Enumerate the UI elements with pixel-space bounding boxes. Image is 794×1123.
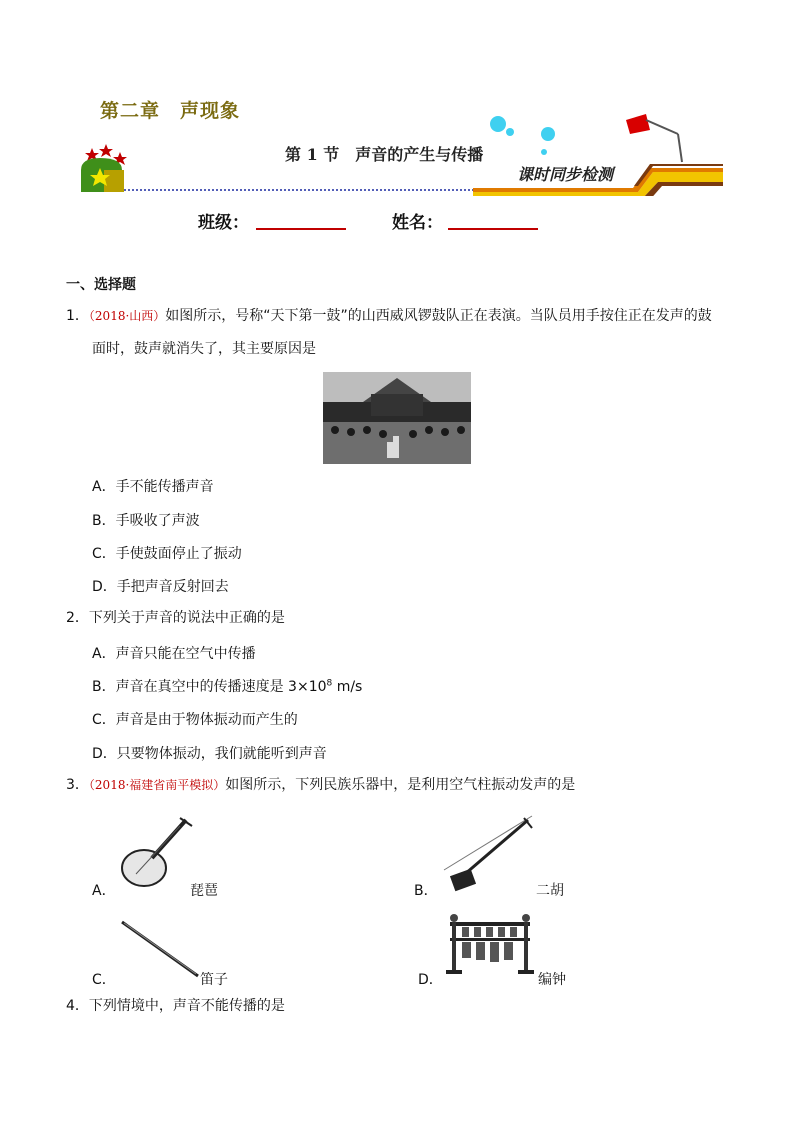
star-icon bbox=[99, 144, 113, 157]
question-number: 1． bbox=[66, 308, 89, 324]
q3-option-a-letter[interactable]: A． bbox=[92, 883, 116, 899]
question-number: 2． bbox=[66, 610, 89, 626]
question-source: （2018·山西） bbox=[88, 309, 166, 323]
question-1 bbox=[66, 300, 746, 333]
q2-option-d[interactable]: D．只要物体振动，我们就能听到声音 bbox=[92, 746, 327, 762]
erhu-icon bbox=[440, 814, 536, 894]
question-number: 3． bbox=[66, 777, 89, 793]
bubble-icon bbox=[490, 116, 506, 132]
question-2 bbox=[66, 602, 285, 635]
q1-option-a[interactable]: A．手不能传播声音 bbox=[92, 479, 214, 495]
lamp-icon bbox=[626, 114, 650, 134]
question-text: 下列情境中，声音不能传播的是 bbox=[88, 998, 285, 1014]
q2-option-b-text: B．声音在真空中的传播速度是 3×10 bbox=[92, 679, 327, 695]
question-number: 4． bbox=[66, 998, 89, 1014]
question-3 bbox=[66, 769, 575, 802]
pipa-icon bbox=[116, 814, 196, 892]
name-label: 姓名： bbox=[392, 213, 443, 233]
q1-option-b[interactable]: B．手吸收了声波 bbox=[92, 513, 200, 529]
q3-option-b-name: 二胡 bbox=[536, 883, 564, 899]
drum-performance-image bbox=[323, 372, 471, 464]
question-text: 如图所示，号称“天下第一鼓”的山西威风锣鼓队正在表演。当队员用手按住正在发声的鼓 bbox=[165, 308, 712, 324]
q3-option-d-letter[interactable]: D． bbox=[418, 972, 443, 988]
banner-tag: 课时同步检测 bbox=[516, 164, 613, 184]
q2-option-b-unit: m/s bbox=[332, 679, 363, 695]
q1-option-c[interactable]: C．手使鼓面停止了振动 bbox=[92, 546, 242, 562]
name-field[interactable] bbox=[448, 228, 538, 230]
q3-option-a-name: 琵琶 bbox=[190, 883, 218, 899]
class-field[interactable] bbox=[256, 228, 346, 230]
section-title: 第 1 节 声音的产生与传播 bbox=[285, 145, 484, 164]
question-4 bbox=[66, 990, 285, 1023]
q3-option-d-name: 编钟 bbox=[538, 972, 566, 988]
q3-option-c-name: 笛子 bbox=[200, 972, 228, 988]
q2-option-a[interactable]: A．声音只能在空气中传播 bbox=[92, 646, 256, 662]
class-label: 班级： bbox=[198, 213, 249, 233]
bianzhong-bells-icon bbox=[444, 908, 534, 978]
dizi-flute-icon bbox=[118, 918, 204, 982]
q2-option-c[interactable]: C．声音是由于物体振动而产生的 bbox=[92, 712, 298, 728]
question-text: 下列关于声音的说法中正确的是 bbox=[88, 610, 285, 626]
question-1-line2: 面时，鼓声就消失了，其主要原因是 bbox=[92, 341, 316, 357]
question-text: 如图所示，下列民族乐器中，是利用空气柱振动发声的是 bbox=[225, 777, 576, 793]
q3-option-c-letter[interactable]: C． bbox=[92, 972, 116, 988]
q3-option-b-letter[interactable]: B． bbox=[414, 883, 438, 899]
q2-option-b[interactable] bbox=[92, 676, 362, 696]
q1-option-d[interactable]: D．手把声音反射回去 bbox=[92, 579, 229, 595]
section-heading: 一、选择题 bbox=[66, 277, 136, 293]
q2-option-b-exponent: 8 bbox=[326, 678, 333, 689]
question-source: （2018·福建省南平模拟） bbox=[88, 778, 226, 792]
chapter-title: 第二章 声现象 bbox=[100, 100, 241, 122]
